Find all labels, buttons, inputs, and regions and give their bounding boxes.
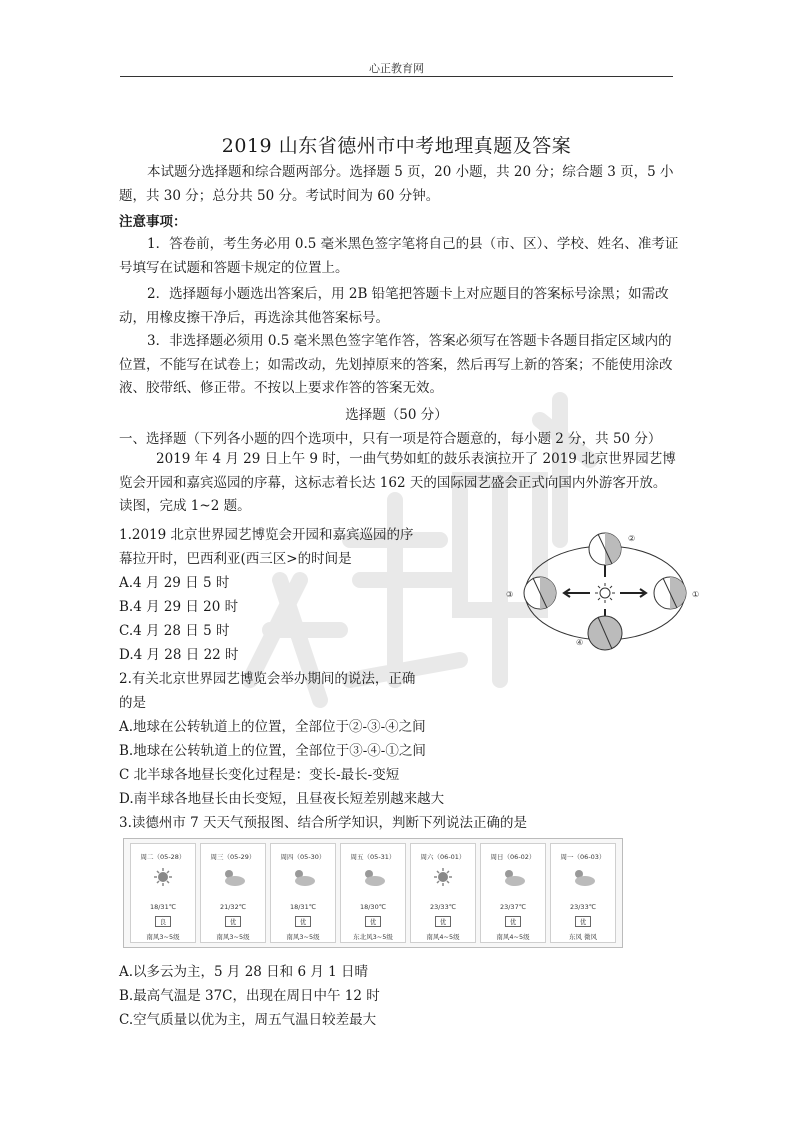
q2-stem-line2: 的是 bbox=[119, 695, 146, 711]
orbit-label-4: ④ bbox=[576, 638, 584, 647]
q1-stem-line1: 1.2019 北京世界园艺博览会开园和嘉宾巡园的序 bbox=[119, 527, 414, 543]
notice-item-1: 1．答卷前，考生务必用 0.5 毫米黑色签字笔将自己的县（市、区）、学校、姓名、准考证号填写在试题和答题卡规定的位置上。 bbox=[119, 236, 679, 276]
sunny-icon bbox=[148, 866, 178, 888]
forecast-day: 周二（05-28） 18/31℃ 良 南风3~5级 bbox=[130, 843, 196, 943]
notice-heading: 注意事项： bbox=[119, 214, 187, 230]
earth-position-1 bbox=[654, 577, 686, 609]
forecast-day: 周日（06-02） 23/37℃ 优 南风4~5级 bbox=[480, 843, 546, 943]
weather-forecast-panel bbox=[123, 838, 623, 948]
earth-position-4 bbox=[588, 616, 622, 650]
page-title: 2019 山东省德州市中考地理真题及答案 bbox=[221, 135, 572, 157]
orbit-label-2: ② bbox=[628, 534, 636, 543]
q3-stem: 3.读德州市 7 天天气预报图、结合所学知识，判断下列说法正确的是 bbox=[119, 815, 528, 831]
q2-option-a: A.地球在公转轨道上的位置，全部位于②-③-④之间 bbox=[119, 719, 426, 735]
sun-icon bbox=[595, 583, 615, 603]
partly-cloudy-icon bbox=[218, 866, 248, 888]
orbit-label-1: ① bbox=[692, 590, 700, 599]
earth-position-2 bbox=[589, 533, 621, 565]
partly-cloudy-icon bbox=[288, 866, 318, 888]
sunny-icon bbox=[428, 866, 458, 888]
intro-paragraph: 本试题分选择题和综合题两部分。选择题 5 页，20 小题，共 20 分；综合题 3 页，5 小题，共 30 分；总分共 50 分。考试时间为 60 分钟。 bbox=[119, 164, 674, 204]
q2-option-c: C 北半球各地昼长变化过程是：变长-最长-变短 bbox=[119, 767, 400, 783]
q1-stem-line2: 幕拉开时，巴西利亚(西三区>的时间是 bbox=[119, 551, 352, 567]
q3-option-b: B.最高气温是 37C，出现在周日中午 12 时 bbox=[119, 988, 380, 1004]
q3-option-a: A.以多云为主，5 月 28 日和 6 月 1 日晴 bbox=[119, 964, 369, 980]
section-title: 选择题（50 分） bbox=[345, 407, 448, 423]
q2-option-b: B.地球在公转轨道上的位置，全部位于③-④-①之间 bbox=[119, 743, 426, 759]
notice-item-2: 2．选择题每小题选出答案后，用 2B 铅笔把答题卡上对应题目的答案标号涂黑；如需改动，用橡皮擦干净后，再选涂其他答案标号。 bbox=[119, 286, 669, 326]
forecast-day: 周三（05-29） 21/32℃ 优 南风3~5级 bbox=[200, 843, 266, 943]
notice-item-3: 3．非选择题必须用 0.5 毫米黑色签字笔作答，答案必须写在答题卡各题目指定区域内的位置，不能写在试卷上；如需改动，先划掉原来的答案，然后再写上新的答案；不能使用涂改液、胶带纸、修正带。不按以上要求作答的答案无效。 bbox=[119, 333, 673, 397]
passage: 2019 年 4 月 29 日上午 9 时，一曲气势如虹的鼓乐表演拉开了 2019 北京世界园艺博览会开园和嘉宾巡园的序幕，这标志着长达 162 天的国际园艺盛会正式向国内外游客开放。读图，完成 1~2 题。 bbox=[119, 451, 676, 515]
q3-option-c: C.空气质量以优为主，周五气温日较差最大 bbox=[119, 1012, 377, 1028]
part-one-heading: 一、选择题（下列各小题的四个选项中，只有一项是符合题意的，每小题 2 分，共 50 分） bbox=[119, 431, 662, 447]
forecast-day: 周一（06-03） 23/33℃ 优 东风 微风 bbox=[550, 843, 616, 943]
partly-cloudy-icon bbox=[358, 866, 388, 888]
q1-option-b: B.4 月 29 日 20 时 bbox=[119, 599, 239, 615]
q2-stem-line1: 2.有关北京世界园艺博览会举办期间的说法，正确 bbox=[119, 671, 416, 687]
page-header: 心正教育网 bbox=[369, 62, 424, 75]
partly-cloudy-icon bbox=[498, 866, 528, 888]
earth-orbit-diagram bbox=[500, 527, 715, 652]
forecast-day: 周四（05-30） 18/31℃ 优 南风3~5级 bbox=[270, 843, 336, 943]
q1-option-a: A.4 月 29 日 5 时 bbox=[119, 575, 230, 591]
orbit-label-3: ③ bbox=[506, 590, 514, 599]
forecast-day: 周五（05-31） 18/30℃ 优 东北风3~5级 bbox=[340, 843, 406, 943]
forecast-day: 周六（06-01） 23/33℃ 优 南风4~5级 bbox=[410, 843, 476, 943]
header-divider bbox=[120, 76, 673, 77]
earth-position-3 bbox=[524, 577, 556, 609]
q1-option-d: D.4 月 28 日 22 时 bbox=[119, 647, 239, 663]
q2-option-d: D.南半球各地昼长由长变短，且昼夜长短差别越来越大 bbox=[119, 791, 445, 807]
partly-cloudy-icon bbox=[568, 866, 598, 888]
q1-option-c: C.4 月 28 日 5 时 bbox=[119, 623, 230, 639]
